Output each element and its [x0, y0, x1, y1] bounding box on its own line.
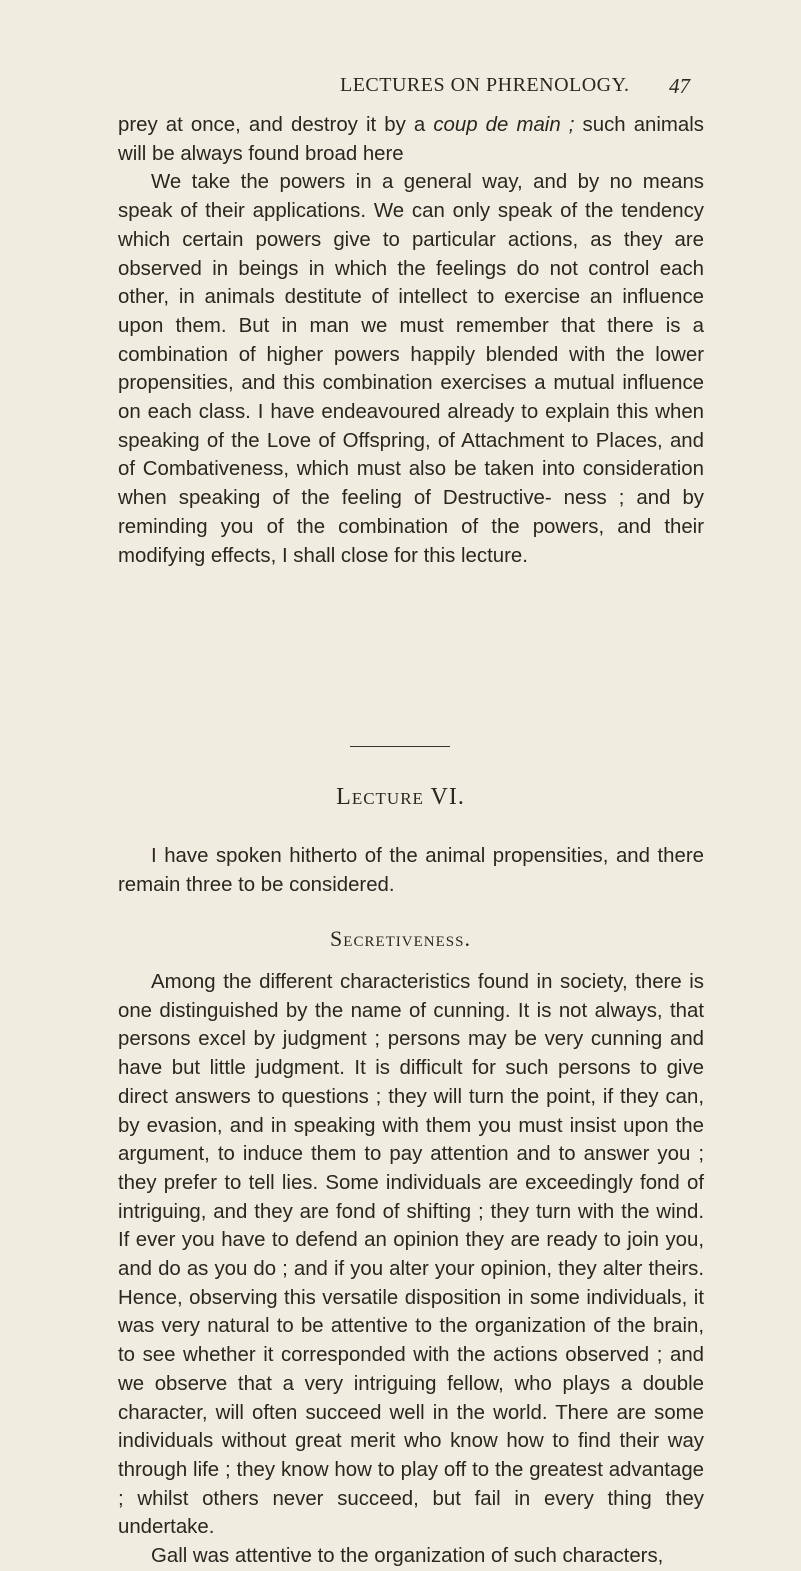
running-head	[120, 74, 690, 100]
running-title: LECTURES ON PHRENOLOGY.	[340, 74, 630, 96]
paragraph: I have spoken hitherto of the animal propensities, and there remain three to be considered.	[118, 845, 704, 896]
continued-paragraph	[118, 111, 704, 168]
page-number: 47	[669, 74, 690, 98]
paragraph: We take the powers in a general way, and by no means speak of their applications. We can only speak of the tendency which certain powers give to particular actions, as they are observed in beings in which the feelings do not control each other, in animals destitute of intellect to exercise an influence upon them. But in man we must remember that there is a combination of higher powers happily blended with the lower propensities, and this combination exercises a mutual influence on each class. I have endeavoured already to explain this when speaking of the Love of Offspring, of Attachment to Places, and of Combativeness, which must also be taken into consideration when speaking of the feeling of Destructive- ness ; and by reminding you of the combination of the powers, and their modifying effects, I shall close for this lecture.	[118, 171, 704, 567]
lecture-intro	[118, 842, 704, 899]
section-divider	[350, 746, 450, 747]
paragraph: Gall was attentive to the organization of such characters,	[151, 1545, 664, 1568]
section-body	[118, 968, 704, 1571]
continued-text-end: such animals will be always found broad here	[118, 114, 704, 165]
paragraph: Among the different characteristics found in society, there is one distinguished by the name of cunning. It is not always, that persons excel by judgment ; persons may be very cunning and have but little judgment. It is difficult for such persons to give direct answers to questions ; they will turn the point, if they can, by evasion, and in speaking with them you must insist upon the argument, to induce them to pay attention and to answer you ; they prefer to tell lies. Some individuals are exceedingly fond of intriguing, and they are fond of shifting ; they turn with the wind. If ever you have to defend an opinion they are ready to join you, and do as you do ; and if you alter your opinion, they alter theirs. Hence, observing this versatile disposition in some individuals, it was very natural to be attentive to the organization of the brain, to see whether it corresponded with the actions observed ; and we observe that a very intriguing fellow, who plays a double character, will often succeed well in the world. There are some individuals without great merit who know how to find their way through life ; they know how to play off to the greatest advantage ; whilst others never succeed, but fail in every thing they undertake.	[118, 971, 704, 1539]
opening-text	[118, 111, 704, 570]
lecture-heading: Lecture VI.	[336, 784, 465, 810]
section-heading: Secretiveness.	[330, 926, 471, 951]
continued-text: prey at once, and destroy it by a	[118, 114, 434, 136]
italic-phrase: coup de main ;	[433, 114, 575, 136]
